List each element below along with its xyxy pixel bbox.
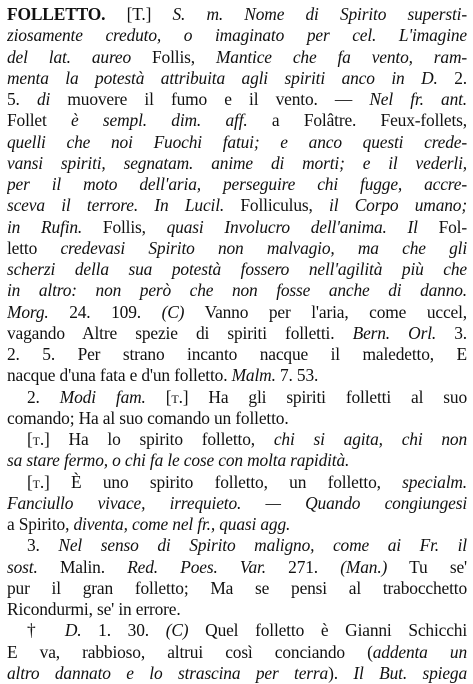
entry-line — [7, 153, 467, 174]
text-run: sa stare fermo, o chi fa le cose con molta rapidità. — [7, 450, 350, 471]
text-run: Red. Poes. Var. — [127, 556, 266, 577]
text-run: t — [32, 429, 40, 449]
text-run: 2. — [437, 67, 467, 88]
text-run: in altro: non però che non fosse anche di danno. — [7, 280, 467, 301]
entry-line — [7, 344, 467, 365]
text-run: letto — [7, 237, 61, 258]
entry-line — [7, 387, 467, 408]
entry-line — [7, 599, 467, 620]
text-run: Follis, — [82, 216, 167, 237]
text-run: [ — [27, 429, 33, 449]
text-run: 3. — [436, 322, 467, 343]
text-run: .] Ha lo spirito folletto, — [39, 429, 274, 449]
text-run: E va, rabbioso, altrui così conciando ( — [7, 641, 373, 662]
text-run: 5. — [7, 89, 37, 109]
entry-line — [7, 259, 467, 280]
entry-line — [7, 557, 467, 578]
text-run: † — [27, 620, 65, 641]
entry-line — [7, 132, 467, 153]
text-run: S. m. Nome di Spirito supersti- — [172, 4, 467, 24]
text-run: [ — [145, 386, 172, 407]
text-run: altro dannato e lo strascina per terra — [7, 662, 329, 683]
text-run: è sempl. dim. aff. — [71, 110, 248, 131]
text-run: Nel senso di Spirito maligno, come ai Fr. il — [58, 535, 467, 556]
text-run: ziosamente creduto, o imaginato per cel. L'imagine — [7, 25, 467, 46]
text-run: menta la potestà attribuita agli spiriti anco in D. — [7, 67, 438, 88]
text-run: muovere il fumo e il vento. — — [50, 89, 370, 109]
entry-line — [7, 429, 467, 450]
entry-line — [7, 110, 467, 131]
entry-line — [7, 535, 467, 556]
text-run: Morg. — [7, 301, 49, 322]
text-run: quelli che noi Fuochi fatui; e anco questi crede- — [7, 131, 467, 152]
entry-line — [7, 25, 467, 46]
text-run: D. — [64, 620, 82, 641]
entry-line — [7, 408, 467, 429]
text-run: vansi spiriti, segnatam. anime di morti; e il vederli, — [7, 152, 467, 173]
text-run: Vanno per l'aria, come uccel, — [184, 301, 467, 322]
text-run: Ricondurmi, se' in errore. — [7, 599, 181, 619]
text-run: .] È uno spirito folletto, un folletto, — [39, 471, 403, 492]
text-run: Tu se' — [387, 556, 467, 577]
text-run: [T.] — [105, 4, 173, 24]
text-run: di — [36, 89, 51, 109]
text-run: chi si agita, chi non — [273, 429, 467, 449]
text-run: del lat. aureo — [7, 46, 132, 67]
entry-line — [7, 450, 467, 471]
text-run: [ — [27, 471, 33, 492]
text-run: il Corpo umano; — [329, 195, 467, 216]
text-run: quasi Involucro dell'anima. Il — [166, 216, 418, 237]
entry-line — [7, 493, 467, 514]
text-run: t — [32, 471, 40, 492]
text-run: nacque d'una fata e d'un folletto. — [7, 365, 232, 386]
text-run: diventa, come nel fr., quasi agg. — [73, 514, 291, 534]
text-run: in Rufin. — [7, 216, 83, 237]
text-run: Nel fr. ant. — [369, 89, 467, 109]
entry-line — [7, 47, 467, 68]
entry-line — [7, 472, 467, 493]
text-run: Follet — [7, 110, 72, 131]
entry-line — [7, 642, 467, 663]
text-run: a Folâtre. Feux-follets, — [247, 110, 467, 131]
text-run: Quel folletto è Gianni Schicchi — [188, 620, 467, 641]
text-run: 2. 5. Per strano incanto nacque il maledetto, E — [7, 344, 467, 364]
text-run: addenta un — [372, 641, 467, 662]
entry-line — [7, 195, 467, 216]
text-run: t — [171, 386, 179, 407]
entry-line — [7, 89, 467, 110]
text-run: 1. 30. — [81, 620, 166, 641]
entry-line — [7, 302, 467, 323]
text-run: (C) — [161, 301, 185, 322]
entry-line — [7, 174, 467, 195]
entry-line — [7, 280, 467, 301]
text-run: specialm. — [402, 471, 467, 492]
entry-line — [7, 238, 467, 259]
text-run: Fanciullo vivace, irrequieto. — Quando congiungesi — [7, 492, 467, 513]
text-run: 3. — [27, 535, 59, 556]
text-run: 2. — [27, 386, 60, 407]
text-run: Malin. — [37, 556, 128, 577]
text-run: sceva il terrore. In Lucil. — [7, 195, 225, 216]
text-run: 271. — [265, 556, 341, 577]
entry-line — [7, 663, 467, 684]
text-run: Folliculus, — [224, 195, 330, 216]
text-run: scherzi della sua potestà fossero nell'agilità più che — [7, 259, 467, 279]
text-run: (Man.) — [340, 556, 388, 577]
text-run: Follis, — [131, 46, 216, 67]
text-run: Il But. spiega — [353, 662, 467, 683]
entry-line — [7, 365, 467, 386]
text-run: .] Ha gli spiriti folletti al suo — [178, 386, 467, 407]
text-run: sost. — [7, 556, 38, 577]
text-run: 24. 109. — [48, 301, 162, 322]
text-run: a Spirito, — [7, 514, 74, 534]
entry-line — [7, 68, 467, 89]
entry-line — [7, 578, 467, 599]
text-run: credevasi Spirito non malvagio, ma che gli — [60, 237, 467, 258]
text-run: FOLLETTO. — [7, 4, 106, 24]
entry-line — [7, 323, 467, 344]
text-run: Bern. Orl. — [352, 322, 437, 343]
text-run: Fol- — [417, 216, 467, 237]
text-run: 7. 53. — [275, 365, 319, 386]
entry-line — [7, 514, 467, 535]
text-run: ). — [328, 662, 354, 683]
text-run: comando; Ha al suo comando un folletto. — [7, 407, 289, 428]
text-run: Modi fam. — [59, 386, 146, 407]
entry-line — [7, 4, 467, 25]
entry-line — [7, 217, 467, 238]
text-run: pur il gran folletto; Ma se pensi al trabocchetto — [7, 577, 467, 598]
text-run: per il moto dell'aria, perseguire chi fugge, accre- — [7, 174, 467, 194]
text-run: Mantice che fa vento, ram- — [215, 46, 467, 67]
text-run: Malm. — [231, 365, 276, 386]
text-run: (C) — [165, 620, 189, 641]
text-run: vagando Altre spezie di spiriti folletti. — [7, 322, 353, 343]
entry-line — [7, 620, 467, 641]
